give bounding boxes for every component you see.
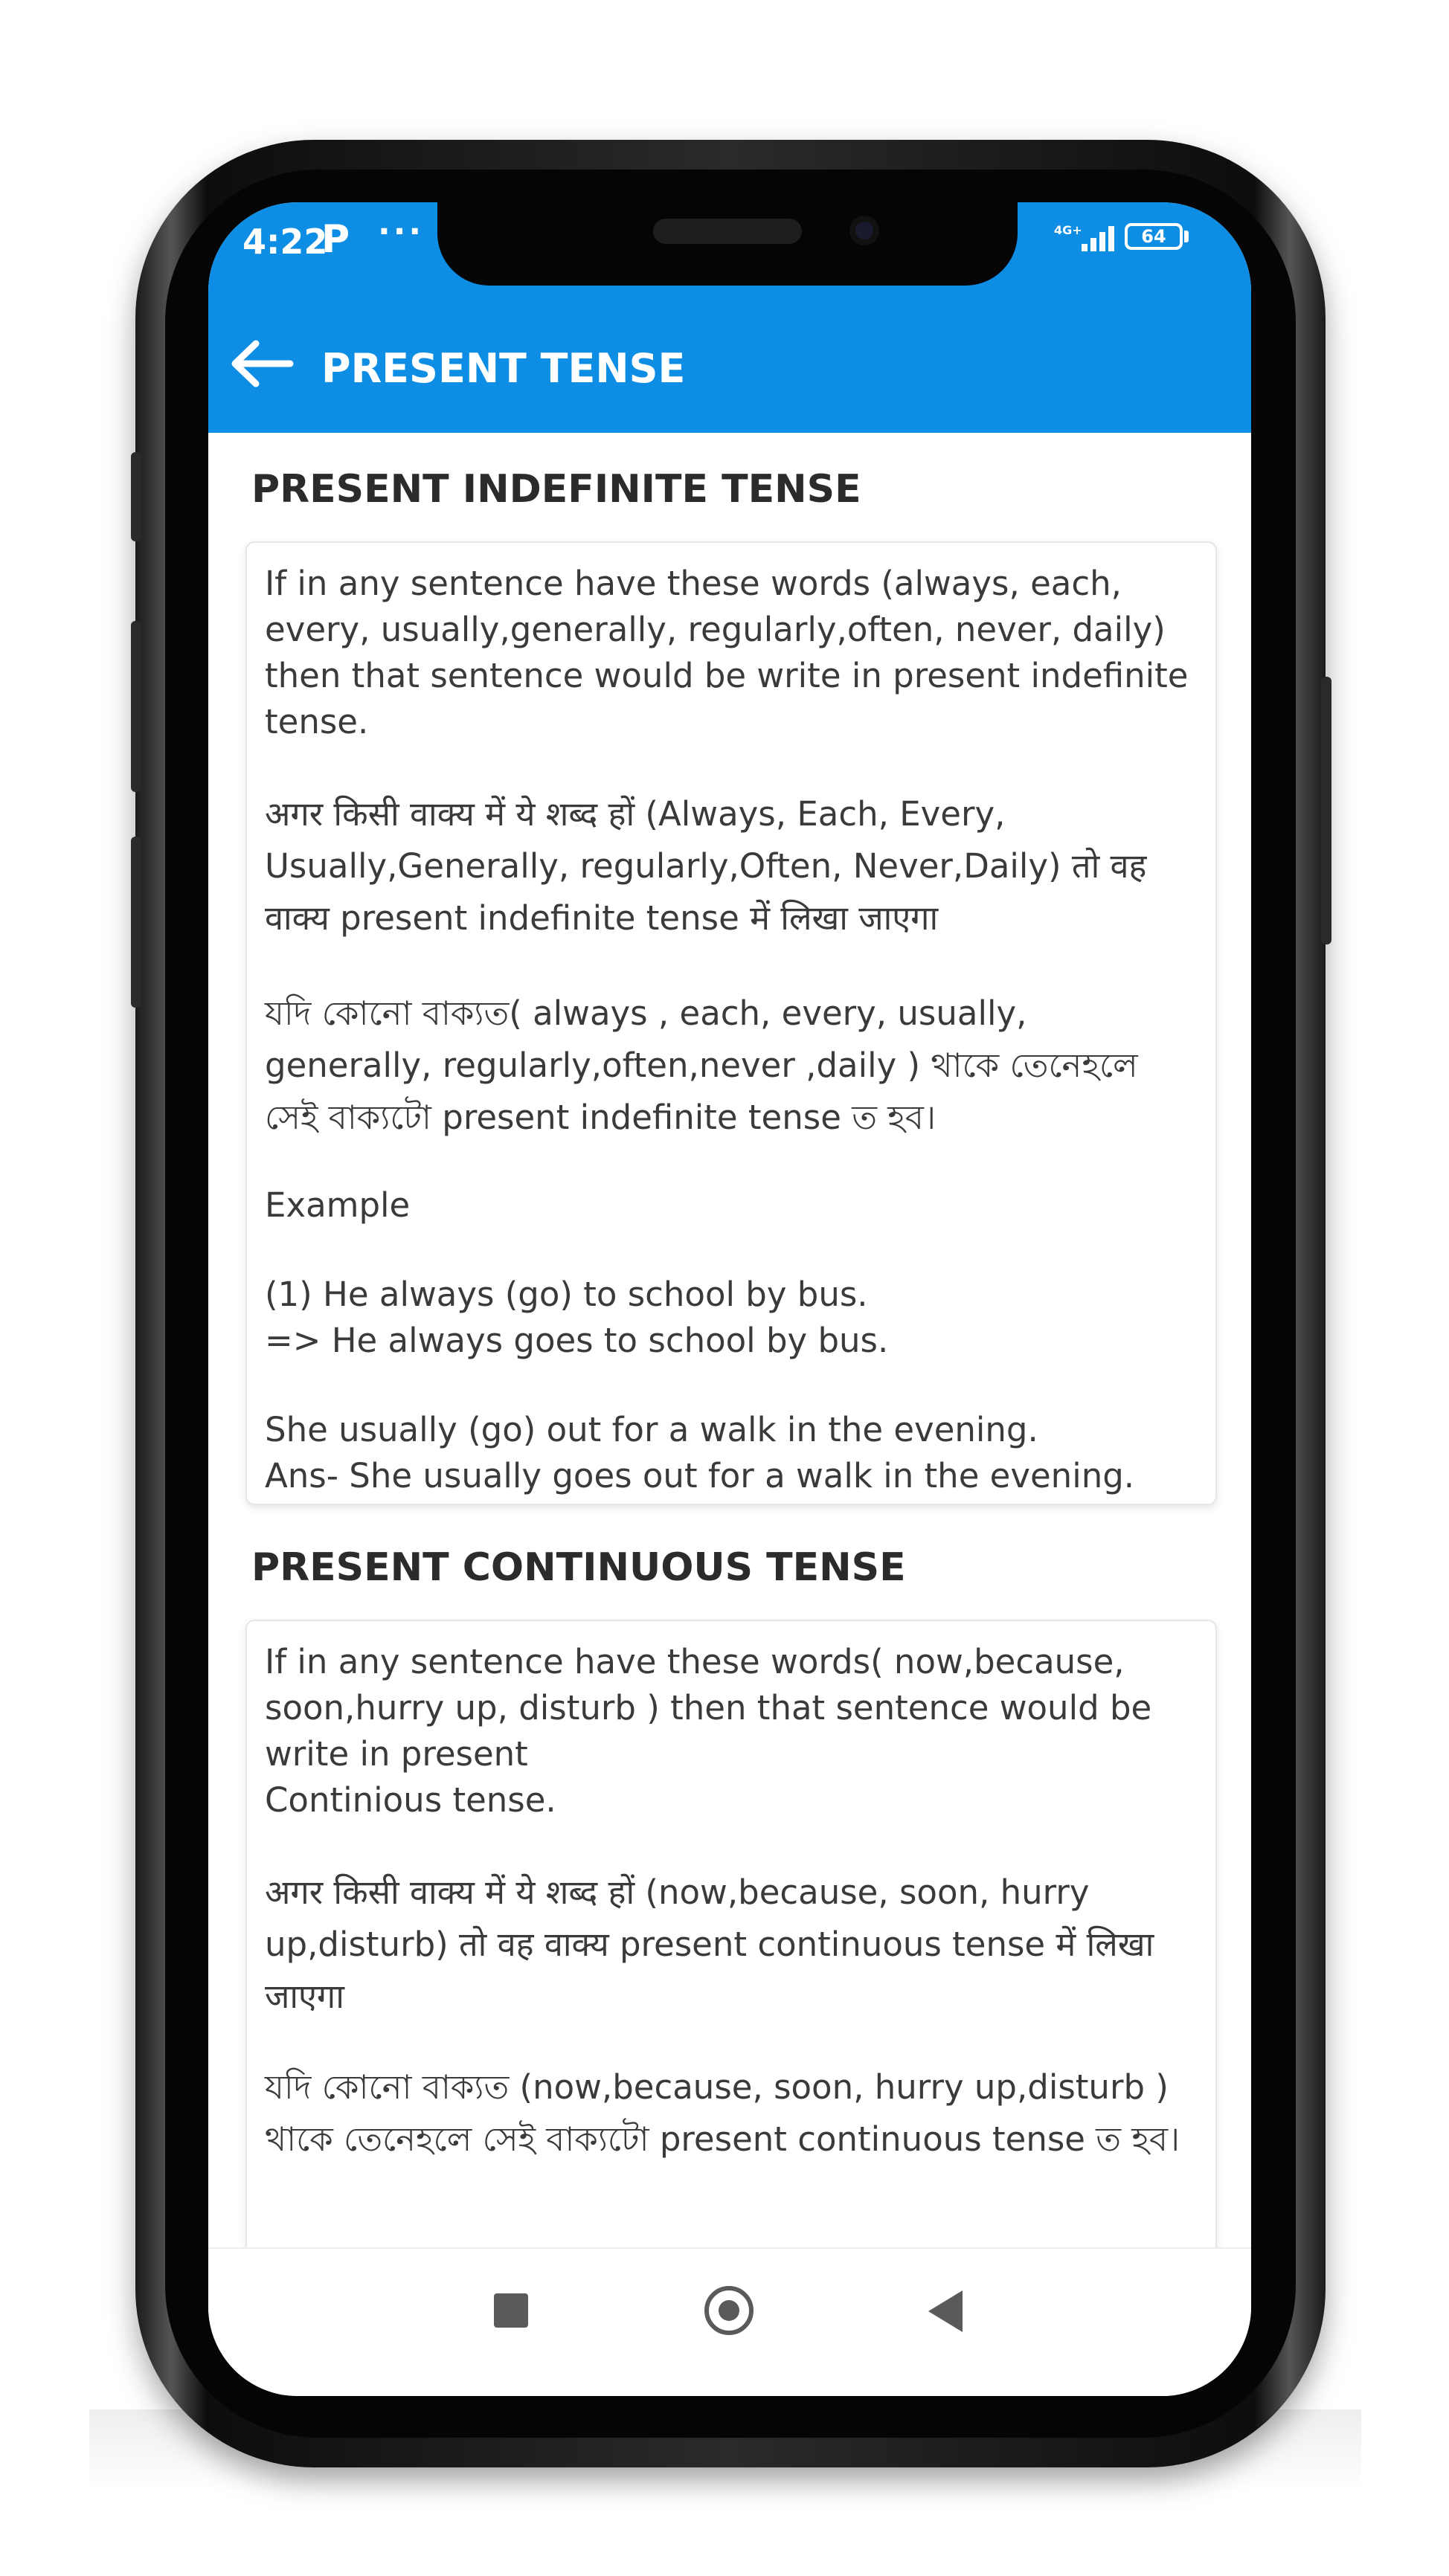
side-button-left-volume-up — [131, 621, 141, 792]
status-time: 4:22 — [242, 222, 328, 262]
signal-strength-icon — [1079, 222, 1123, 251]
home-dot — [719, 2300, 739, 2321]
phone-screen — [208, 202, 1251, 2396]
rule-english: If in any sentence have these words (always, each, every, usually,generally, regularly,often, never, daily) then that sentence would be write in present indefinite tense. — [265, 564, 1189, 741]
more-notifications-icon: ··· — [378, 213, 425, 251]
side-button-left-top — [131, 452, 141, 541]
scroll-content[interactable] — [208, 433, 1251, 2247]
notch — [437, 202, 1018, 286]
section-card-present-continuous — [245, 1620, 1217, 2247]
battery-level: 64 — [1141, 226, 1166, 247]
app-notification-icon: P — [321, 217, 350, 262]
example-2: She usually (go) out for a walk in the evening. Ans- She usually goes out for a walk in the evening. — [265, 1410, 1135, 1495]
front-camera — [849, 216, 879, 245]
triangle-back-icon[interactable] — [928, 2290, 963, 2332]
rule-hindi: अगर किसी वाक्य में ये शब्द हों (now,because, soon, hurry up,disturb) तो वह वाक्य present continuous tense में लिखा जाएगा — [265, 1873, 1154, 2016]
rule-hindi: अगर किसी वाक्य में ये शब्द हों (Always, Each, Every, Usually,Generally, regularly,Often, Never,Daily) तो वह वाक्य present indefinite tense में लिखा जाएगा — [265, 794, 1147, 938]
rule-assamese: যদি কোনো বাক্যত( always , each, every, usually, generally, regularly,often,never ,daily ) থাকে তেনেহলে সেই বাক্যটো present indefinite tense ত হব। — [265, 994, 1138, 1137]
side-button-left-volume-down — [131, 837, 141, 1008]
side-button-right-power — [1321, 677, 1331, 944]
system-nav-bar — [208, 2247, 1251, 2396]
section-title-present-continuous: PRESENT CONTINUOUS TENSE — [251, 1545, 906, 1590]
example-heading: Example — [265, 1185, 411, 1225]
rule-english: If in any sentence have these words( now,because, soon,hurry up, disturb ) then that sentence would be write in present Continious tense. — [265, 1642, 1152, 1820]
app-bar — [208, 202, 1251, 433]
example-1: (1) He always (go) to school by bus. => He always goes to school by bus. — [265, 1275, 889, 1360]
square-icon[interactable] — [494, 2293, 528, 2328]
battery-icon — [1125, 223, 1183, 250]
battery-tip — [1184, 231, 1189, 242]
section-title-present-indefinite: PRESENT INDEFINITE TENSE — [251, 467, 861, 512]
circle-home-icon[interactable] — [704, 2286, 754, 2335]
rule-assamese: যদি কোনো বাক্যত (now,because, soon, hurry up,disturb ) থাকে তেনেহলে সেই বাক্যটো present continuous tense ত হব। — [265, 2067, 1180, 2159]
network-type-label: 4G+ — [1054, 223, 1082, 237]
earpiece-speaker — [653, 219, 802, 244]
arrow-left-icon[interactable] — [229, 338, 296, 390]
page-title: PRESENT TENSE — [321, 345, 686, 392]
section-card-present-indefinite — [245, 541, 1217, 1505]
